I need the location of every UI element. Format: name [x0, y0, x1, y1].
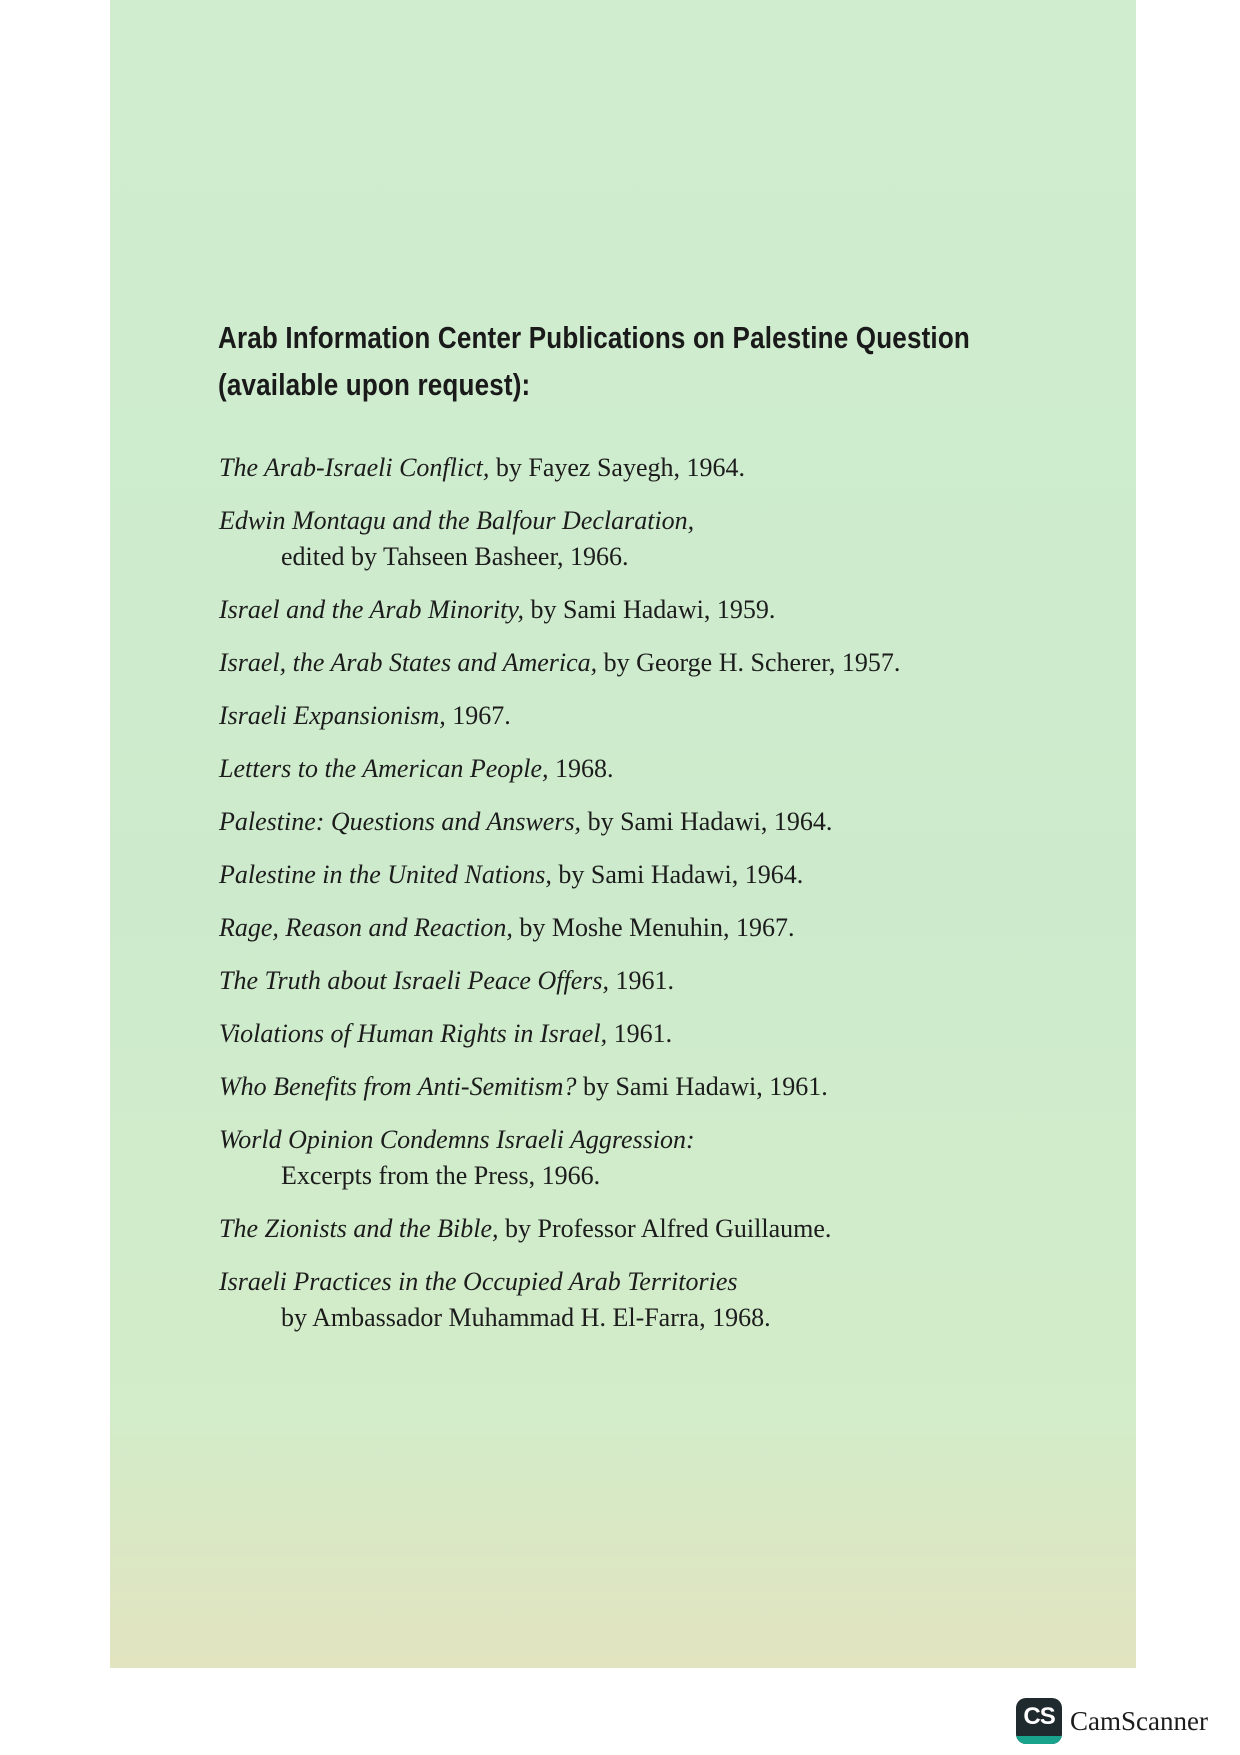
publication-details: by Ambassador Muhammad H. El-Farra, 1968. — [281, 1303, 771, 1332]
publication-entry — [219, 910, 1099, 946]
publication-entry — [219, 592, 1099, 628]
publication-entry — [219, 1122, 1099, 1194]
publication-entry — [219, 751, 1099, 787]
publication-title: Palestine in the United Nations, — [219, 860, 552, 889]
camscanner-logo-icon — [1016, 1698, 1062, 1744]
heading-line-2: (available upon request): — [218, 367, 531, 402]
publication-title: Israeli Expansionism, — [219, 701, 446, 730]
publication-title: Israeli Practices in the Occupied Arab Territories — [219, 1267, 738, 1296]
publication-title: Israel, the Arab States and America, — [219, 648, 598, 677]
publication-details: by Moshe Menuhin, 1967. — [512, 913, 795, 942]
publication-entry — [219, 1016, 1099, 1052]
publication-details: 1968. — [548, 754, 614, 783]
publication-title: Rage, Reason and Reaction, — [219, 913, 513, 942]
publication-title: The Arab-Israeli Conflict, — [219, 453, 490, 482]
publication-entry — [219, 1264, 1099, 1336]
camscanner-brand: CamScanner — [1070, 1705, 1208, 1736]
publication-title: The Truth about Israeli Peace Offers, — [219, 966, 609, 995]
page-heading — [218, 314, 970, 408]
publication-title: Palestine: Questions and Answers, — [219, 807, 582, 836]
publication-entry — [219, 503, 1099, 575]
publication-details: 1967. — [445, 701, 511, 730]
publication-list — [219, 450, 1099, 1353]
publication-details: by George H. Scherer, 1957. — [597, 648, 901, 677]
publication-entry — [219, 645, 1099, 681]
heading-line-1: Arab Information Center Publications on Palestine Question — [218, 320, 970, 355]
publication-details: by Sami Hadawi, 1964. — [581, 807, 833, 836]
publication-entry — [219, 963, 1099, 999]
publication-entry — [219, 1069, 1099, 1105]
publication-details: 1961. — [608, 966, 674, 995]
publication-entry — [219, 1211, 1099, 1247]
publication-details: edited by Tahseen Basheer, 1966. — [281, 542, 629, 571]
publication-entry — [219, 698, 1099, 734]
publication-details: by Sami Hadawi, 1964. — [551, 860, 804, 889]
publication-details: by Sami Hadawi, 1961. — [576, 1072, 828, 1101]
camscanner-logo-text: CS — [1023, 1703, 1055, 1730]
camscanner-watermark — [1016, 1698, 1208, 1744]
publication-details: by Fayez Sayegh, 1964. — [489, 453, 745, 482]
publication-title: Letters to the American People, — [219, 754, 549, 783]
publication-title: Violations of Human Rights in Israel, — [219, 1019, 608, 1048]
publication-details: Excerpts from the Press, 1966. — [281, 1161, 601, 1190]
publication-title: Israel and the Arab Minority, — [219, 595, 525, 624]
publication-title: The Zionists and the Bible, — [219, 1214, 499, 1243]
publication-details: 1961. — [607, 1019, 673, 1048]
publication-entry — [219, 857, 1099, 893]
publication-entry — [219, 804, 1099, 840]
publication-title: Who Benefits from Anti-Semitism? — [219, 1072, 577, 1101]
publication-title: World Opinion Condemns Israeli Aggression: — [219, 1125, 695, 1154]
publication-details: by Sami Hadawi, 1959. — [524, 595, 776, 624]
publication-details: by Professor Alfred Guillaume. — [498, 1214, 832, 1243]
publication-entry — [219, 450, 1099, 486]
publication-title: Edwin Montagu and the Balfour Declaration, — [219, 506, 695, 535]
